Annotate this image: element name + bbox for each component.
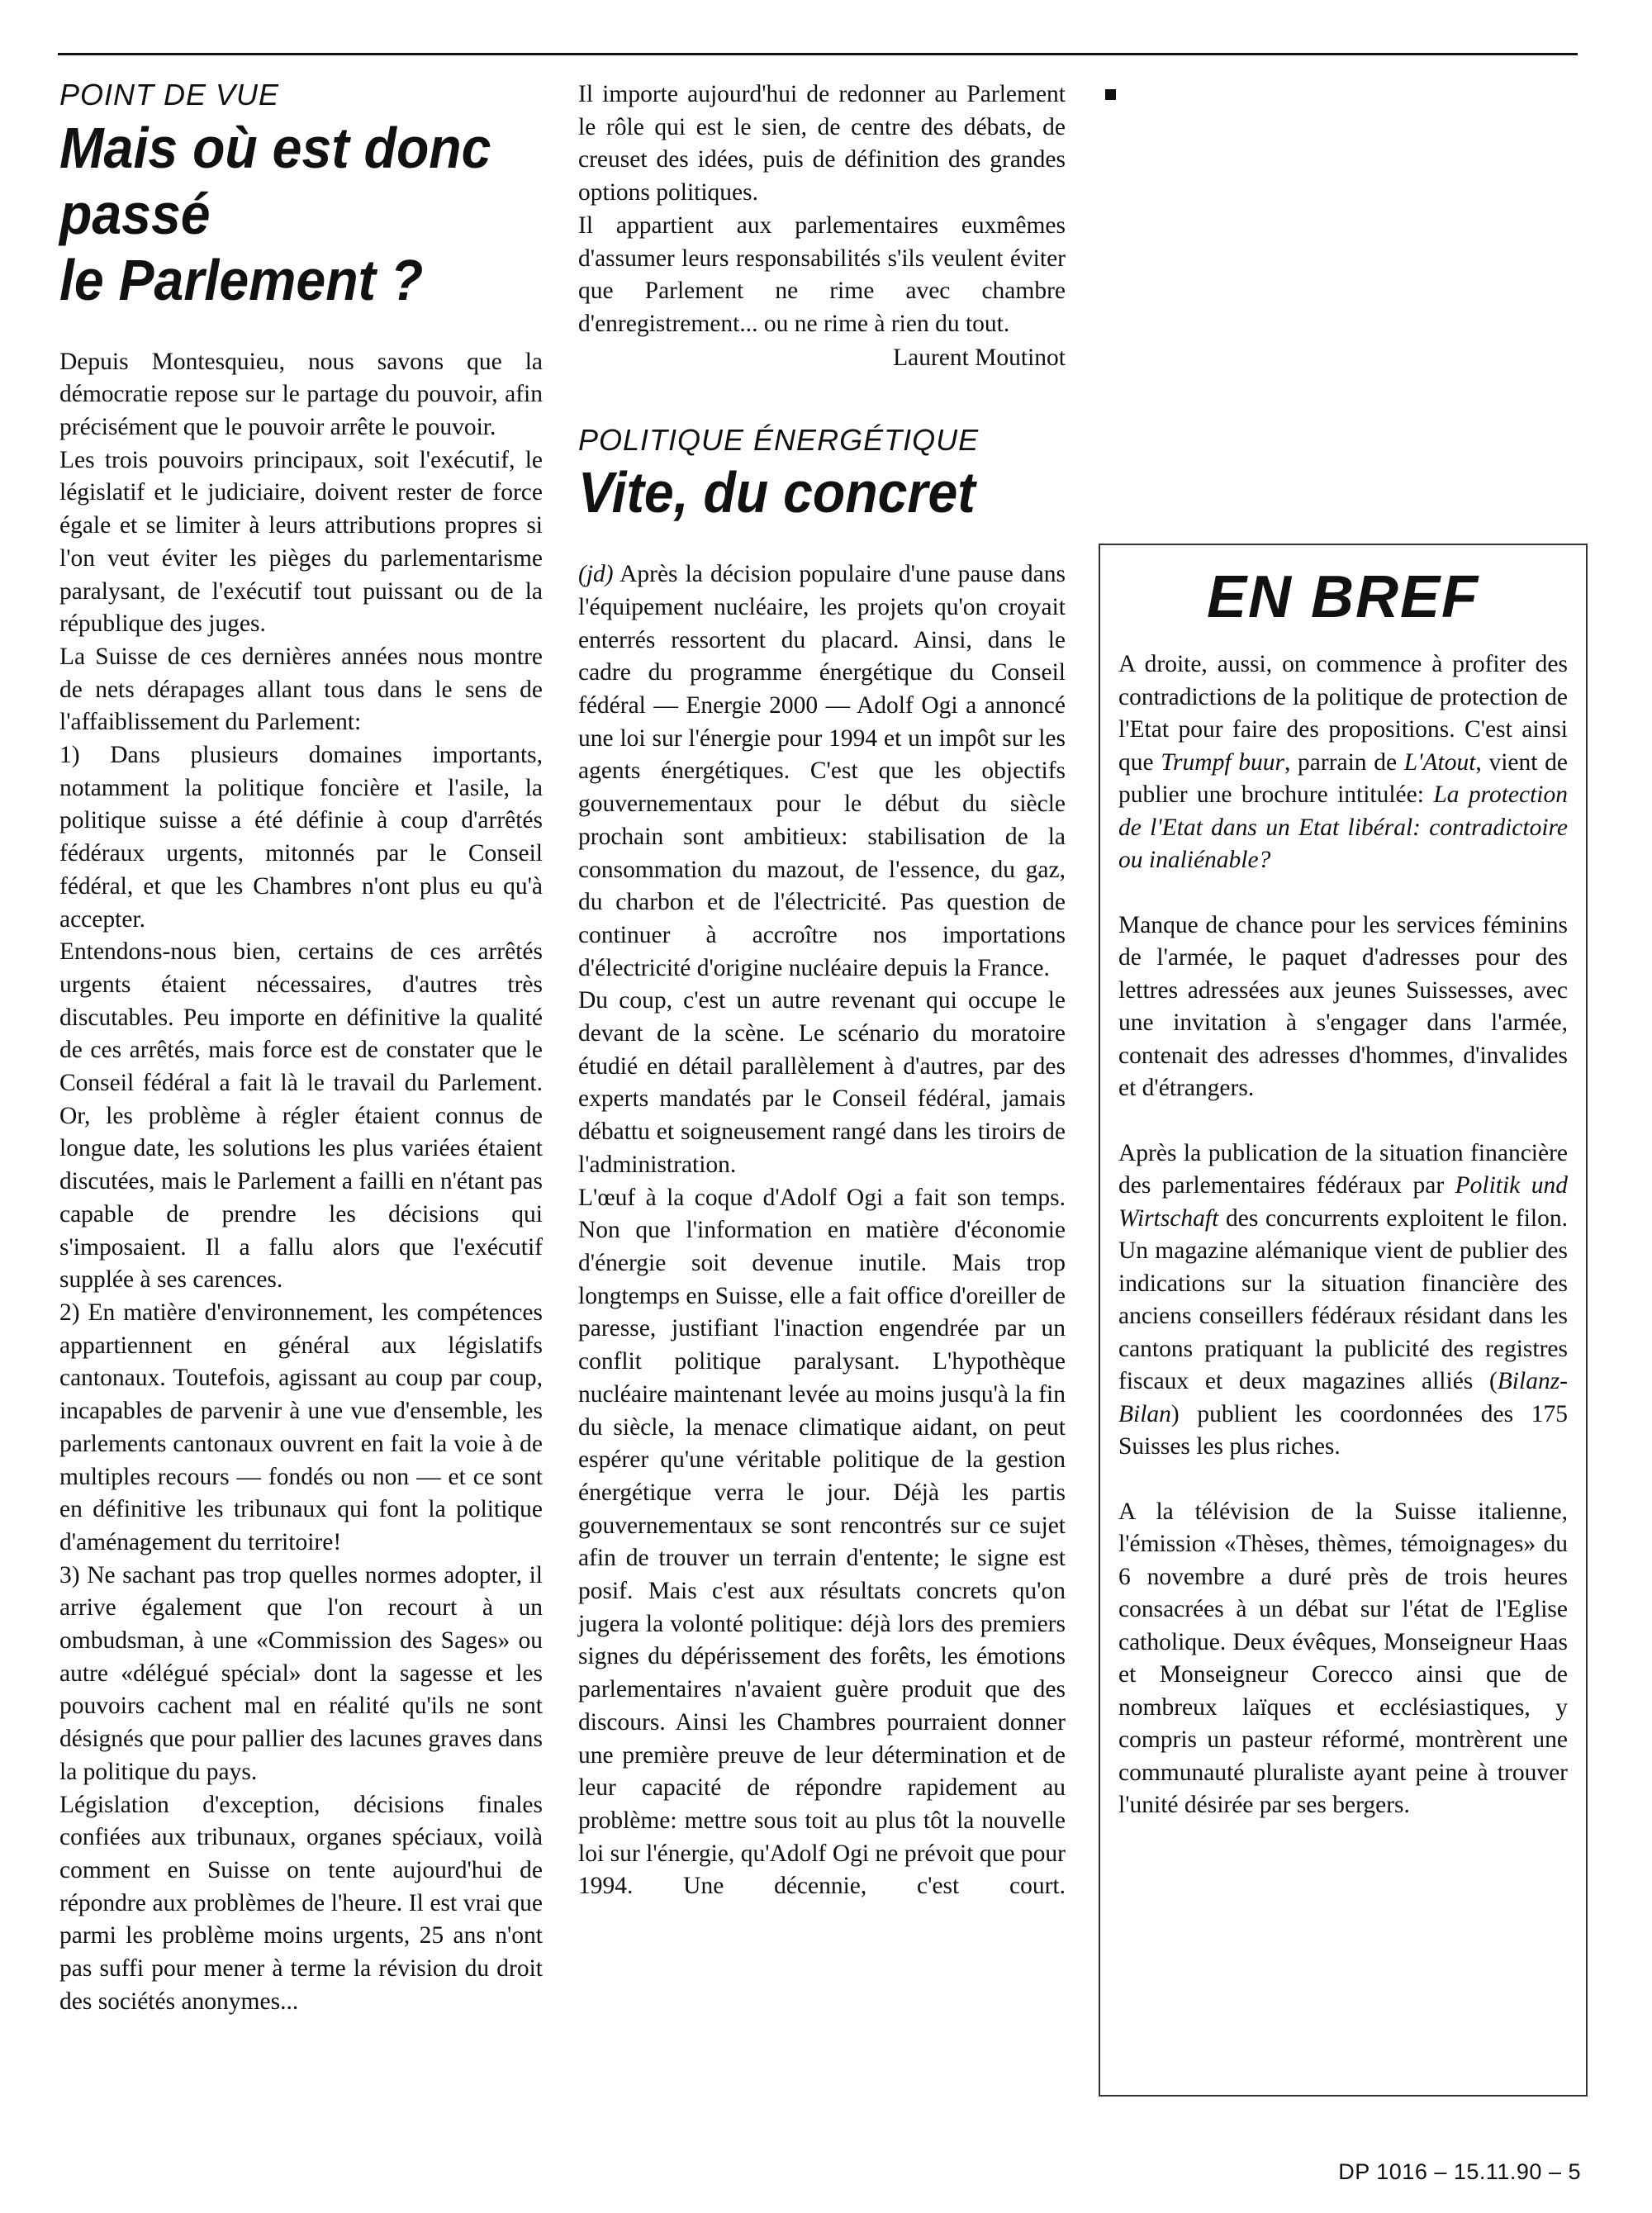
article2-kicker: POLITIQUE ÉNERGÉTIQUE [578, 422, 980, 457]
article1-headline-line1: Mais où est donc passé [59, 115, 491, 246]
article1-paragraph: 2) En matière d'environnement, les compétences appartiennent en général aux législatifs cantonaux. Toutefois, agissant au coup par coup, incapables de parvenir à une vue d'ensemble, les parlements cantonaux ouvrent en fait la voie à de multiples recours — fondés ou non — et ce sont en définitive les tribunaux qui font la politique d'aménagement du territoire! [59, 1299, 543, 1555]
article1-kicker: POINT DE VUE [59, 78, 280, 112]
en-bref-item: Après la publication de la situation financière des parlementaires fédéraux par Politik und Wirtschaft des concurrents exploitent le filon. Un magazine alémanique vient de publier des indications sur la situation financière des anciens conseillers fédéraux résidant dans les cantons pratiquant la publicité des registres fiscaux et deux magazines alliés (Bilanz-Bilan) publient les coordonnées des 175 Suisses les plus riches. [1118, 1139, 1568, 1460]
article1-headline [59, 115, 546, 313]
column-1 [59, 78, 543, 2018]
article1-author: Laurent Moutinot [893, 344, 1066, 371]
article1-paragraph: Il appartient aux parlementaires euxmêmes d'assumer leurs responsabilités s'ils veulent éviter que Parlement ne rime avec chambre d'enregistrement... ou ne rime à rien du tout. [578, 211, 1066, 337]
end-of-article-marker [1105, 89, 1116, 100]
article1-paragraph: Entendons-nous bien, certains de ces arrêtés urgents étaient nécessaires, d'autres très discutables. Peu importe en définitive la qualité de ces arrêtés, mais force est de constater que le Conseil fédéral a fait là le travail du Parlement. Or, les problème à régler étaient connus de longue date, les solutions les plus variées étaient discutées, mais le Parlement a failli en n'étant pas capable de prendre les décisions qui s'imposaient. Il a fallu alors que l'exécutif supplée à ses carences. [59, 938, 543, 1294]
column-2 [578, 78, 1066, 1903]
article1-paragraph: Législation d'exception, décisions finales confiées aux tribunaux, organes spéciaux, voilà comment en Suisse on tente aujourd'hui de répondre aux problèmes de l'heure. Il est vrai que parmi les problème moins urgents, 25 ans n'ont pas suffi pour mener à terme la révision du droit des sociétés anonymes... [59, 1791, 543, 2015]
article1-headline-line2: le Parlement ? [59, 247, 424, 312]
article1-paragraph: 1) Dans plusieurs domaines importants, notamment la politique foncière et l'asile, la politique suisse a été définie à coup d'arrêtés fédéraux urgents, mitonnés par le Conseil fédéral, et que les Chambres n'ont plus eu qu'à accepter. [59, 742, 543, 933]
article1-paragraph: 3) Ne sachant pas trop quelles normes adopter, il arrive également que l'on recourt à un ombudsman, à une «Commission des Sages» ou autre «délégué spécial» dont la sagesse et les pouvoirs cachent mal en réalité qu'ils ne sont désignés que pour pallier des lacunes graves dans la politique du pays. [59, 1561, 543, 1785]
article2-body-part2 [1099, 78, 1582, 112]
top-rule [58, 53, 1578, 55]
article2-paragraph: (jd) Après la décision populaire d'une pause dans l'équipement nucléaire, les projets qu'on croyait enterrés ressortent du placard. Ainsi, dans le cadre du programme énergétique du Conseil fédéral — Energie 2000 — Adolf Ogi a annoncé une loi sur l'énergie pour 1994 et un impôt sur les agents énergétiques. C'est que les objectifs gouvernementaux pour le début du siècle prochain sont ambitieux: stabilisation de la consommation du mazout, de l'essence, du gaz, du charbon et de l'électricité. Pas question de continuer à accroître nos importations d'électricité d'origine nucléaire depuis la France. [578, 561, 1066, 981]
en-bref-item: Manque de chance pour les services féminins de l'armée, le paquet d'adresses pour des lettres adressées aux jeunes Suissesses, avec une invitation à s'engager dans l'armée, contenait des adresses d'hommes, d'invalides et d'étrangers. [1118, 911, 1568, 1102]
article1-paragraph: La Suisse de ces dernières années nous montre de nets dérapages allant tous dans le sens de l'affaiblissement du Parlement: [59, 643, 543, 736]
article1-paragraph: Il importe aujourd'hui de redonner au Parlement le rôle qui est le sien, de centre des débats, de creuset des idées, puis de définition des grandes options politiques. [578, 81, 1066, 207]
article1-body-part1 [59, 346, 543, 2019]
article1-paragraph: Depuis Montesquieu, nous savons que la démocratie repose sur le partage du pouvoir, afin précisément que le pouvoir arrête le pouvoir. [59, 348, 543, 440]
article2-byline: (jd) [578, 561, 614, 588]
en-bref-item: A droite, aussi, on commence à profiter des contradictions de la politique de protection de l'Etat pour faire des propositions. C'est ainsi que Trumpf buur, parrain de L'Atout, vient de publier une brochure intitulée: La protection de l'Etat dans un Etat libéral: contradictoire ou inaliénable? [1118, 651, 1568, 874]
article2-paragraph: Du coup, c'est un autre revenant qui occupe le devant de la scène. Le scénario du moratoire étudié en détail parallèlement à d'autres, par des experts mandatés par le Conseil fédéral, jamais débattu et soigneusement rangé dans les tiroirs de l'administration. [578, 987, 1066, 1178]
en-bref-box [1099, 544, 1588, 2097]
article2-body-part1 [578, 558, 1066, 1903]
en-bref-item: A la télévision de la Suisse italienne, l'émission «Thèses, thèmes, témoignages» du 6 novembre a duré près de trois heures consacrées à un débat sur l'état de l'Eglise catholique. Deux évêques, Monseigneur Haas et Monseigneur Corecco ainsi que de nombreux laïques et ecclésiastiques, y compris un pasteur réformé, montrèrent une communauté pluraliste ayant peine à trouver l'unité désirée par ses bergers. [1118, 1498, 1568, 1819]
article2-headline: Vite, du concret [578, 460, 976, 525]
article1-body-part2 [578, 78, 1066, 341]
en-bref-title: EN BREF [1206, 564, 1480, 630]
article2-paragraph-continued [1099, 78, 1582, 112]
article2-paragraph: L'œuf à la coque d'Adolf Ogi a fait son temps. Non que l'information en matière d'économie d'énergie soit devenue inutile. Mais trop longtemps en Suisse, elle a fait office d'oreiller de paresse, justifiant l'inaction engendrée par un conflit politique paralysant. L'hypothèque nucléaire maintenant levée au moins jusqu'à la fin du siècle, la menace climatique aidant, on peut espérer qu'une véritable politique de la gestion énergétique verra le jour. Déjà les partis gouvernementaux se sont rencontrés sur ce sujet afin de trouver un terrain d'entente; le signe est posif. Mais c'est aux résultats concrets qu'on jugera la volonté politique: déjà lors des premiers signes du dépérissement des forêts, les émotions parlementaires n'avaient guère produit que des discours. Ainsi les Chambres pourraient donner une première preuve de leur détermination et de leur capacité de répondre rapidement au problème: mettre sous toit au plus tôt la nouvelle loi sur l'énergie, qu'Adolf Ogi ne prévoit que pour 1994. Une décennie, c'est court. [578, 1184, 1066, 1900]
page-footer: DP 1016 – 15.11.90 – 5 [1338, 2159, 1581, 2184]
article1-paragraph: Les trois pouvoirs principaux, soit l'exécutif, le législatif et le judiciaire, doivent rester de force égale et se limiter à leurs attributions propres si l'on veut éviter les pièges du parlementarisme paralysant, de l'exécutif tout puissant ou de la république des juges. [59, 446, 543, 638]
